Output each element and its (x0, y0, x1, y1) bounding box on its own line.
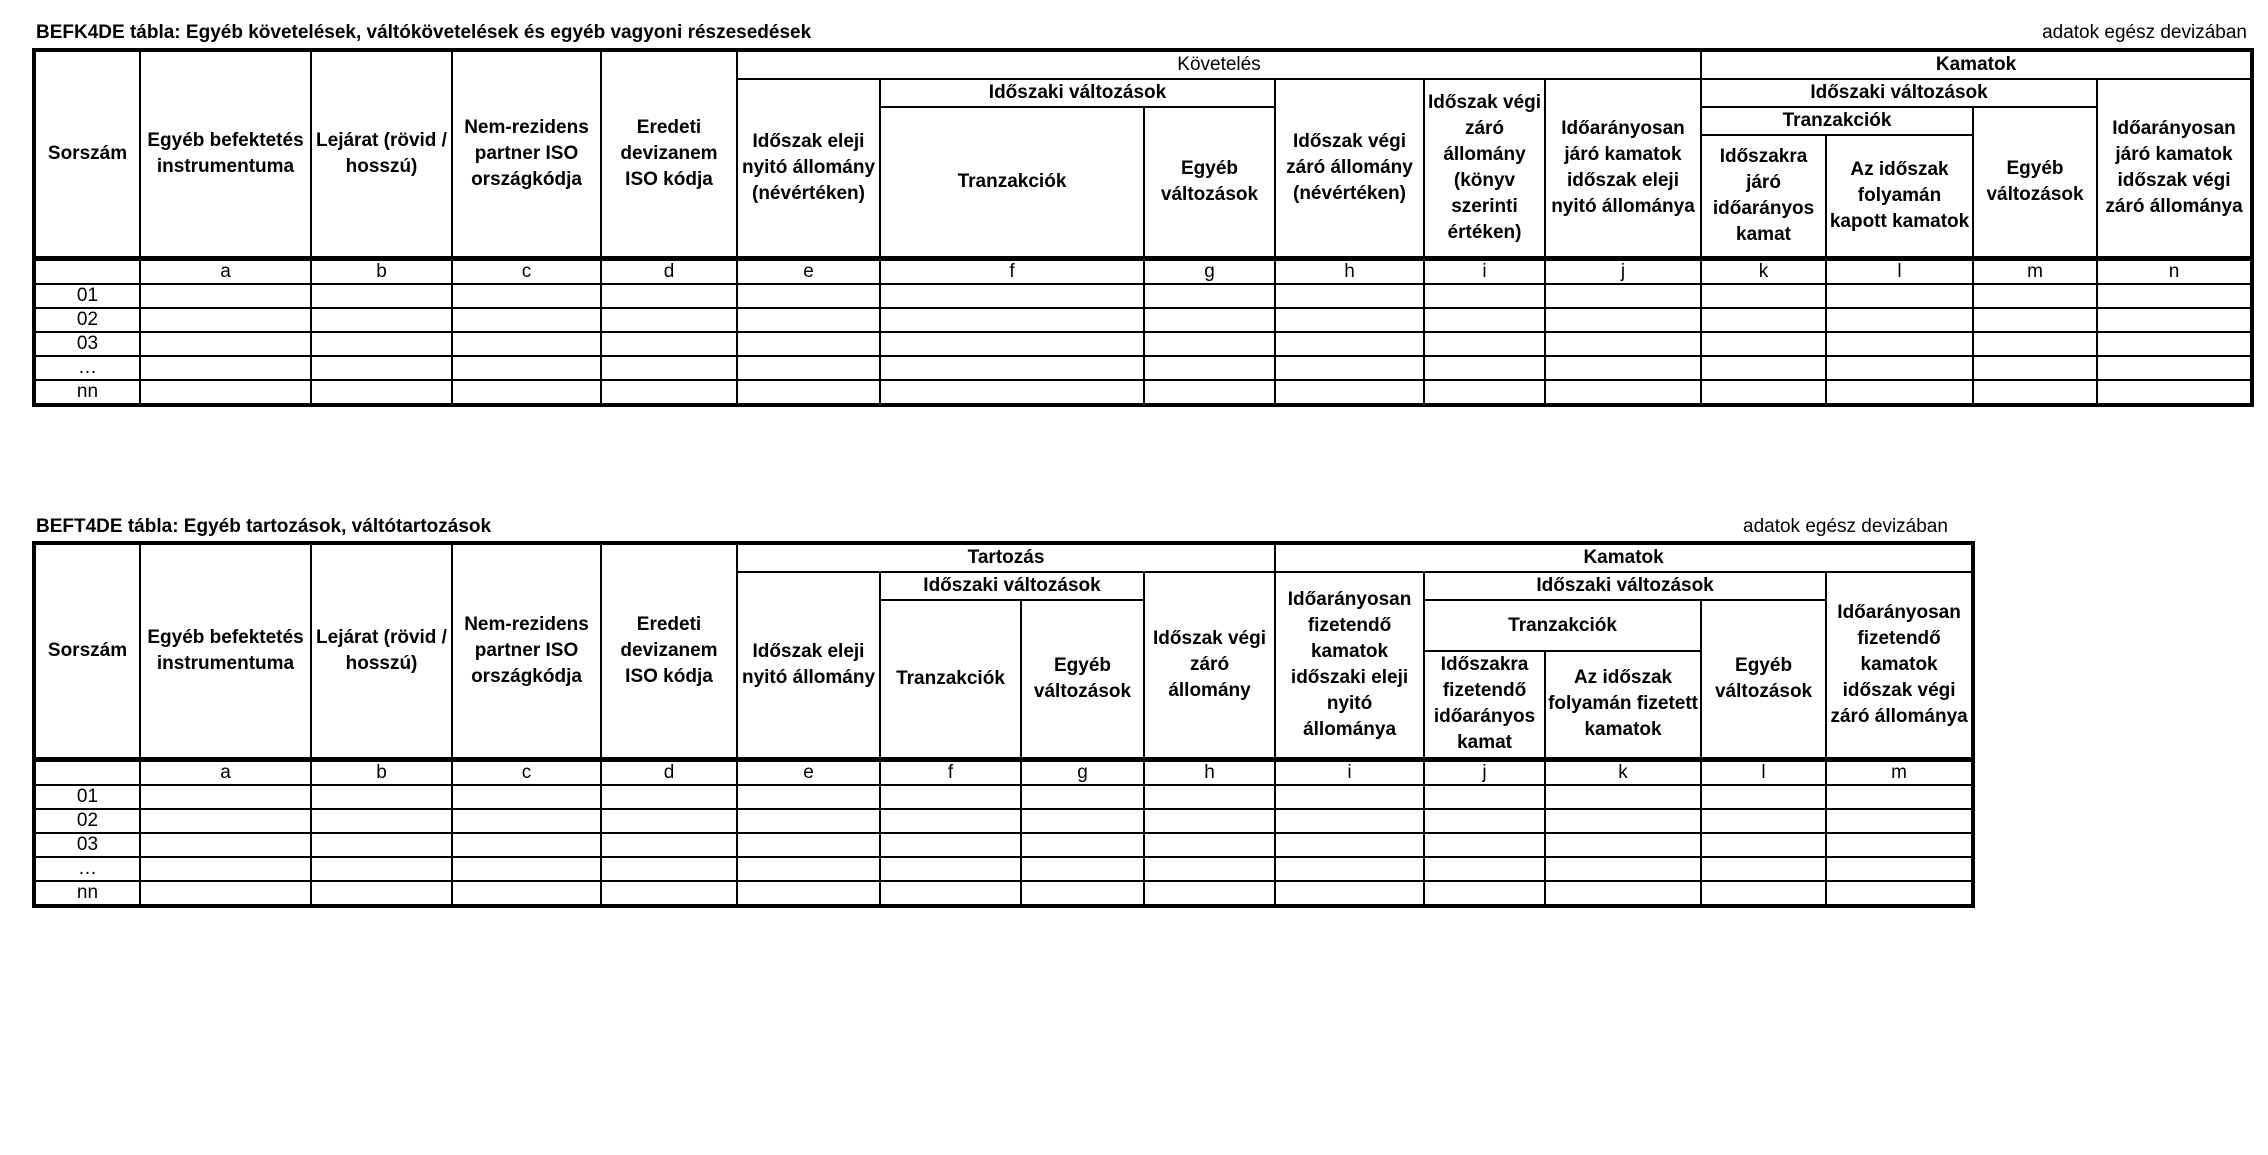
input-cell[interactable] (880, 785, 1021, 809)
input-cell[interactable] (1826, 785, 1973, 809)
input-cell[interactable] (601, 380, 737, 405)
input-cell[interactable] (452, 356, 601, 380)
input-cell[interactable] (2097, 284, 2252, 308)
input-cell[interactable] (140, 380, 311, 405)
input-cell[interactable] (452, 308, 601, 332)
t1-header-interest-other: Egyéb változások (1973, 107, 2097, 258)
table-row (34, 809, 1973, 833)
input-cell[interactable] (737, 809, 880, 833)
input-cell[interactable] (1144, 284, 1275, 308)
input-cell[interactable] (140, 857, 311, 881)
t2-row-label: … (34, 857, 140, 881)
input-cell[interactable] (1275, 785, 1424, 809)
input-cell[interactable] (140, 785, 311, 809)
t2-code: h (1144, 759, 1275, 785)
t2-header-transactions: Tranzakciók (880, 600, 1021, 759)
input-cell[interactable] (1973, 356, 2097, 380)
t1-code: e (737, 258, 880, 284)
input-cell[interactable] (737, 857, 880, 881)
t2-group-main: Tartozás (737, 543, 1275, 572)
input-cell[interactable] (1275, 833, 1424, 857)
input-cell[interactable] (1021, 785, 1144, 809)
t2-row-label: 03 (34, 833, 140, 857)
input-cell[interactable] (2097, 332, 2252, 356)
input-cell[interactable] (140, 332, 311, 356)
input-cell[interactable] (1701, 332, 1826, 356)
input-cell[interactable] (880, 881, 1021, 906)
input-cell[interactable] (1275, 356, 1424, 380)
input-cell[interactable] (1973, 380, 2097, 405)
t1-code: i (1424, 258, 1545, 284)
t1-header-changes: Időszaki változások (880, 79, 1275, 107)
t2-code: a (140, 759, 311, 785)
input-cell[interactable] (737, 380, 880, 405)
input-cell[interactable] (601, 809, 737, 833)
input-cell[interactable] (1701, 809, 1826, 833)
input-cell[interactable] (1826, 284, 1973, 308)
t2-row-label: 01 (34, 785, 140, 809)
input-cell[interactable] (1826, 356, 1973, 380)
input-cell[interactable] (737, 332, 880, 356)
input-cell[interactable] (452, 785, 601, 809)
input-cell[interactable] (140, 308, 311, 332)
t1-row-label: 02 (34, 308, 140, 332)
t1-header-closing-nominal: Időszak végi záró állomány (névértéken) (1275, 79, 1424, 258)
input-cell[interactable] (1701, 284, 1826, 308)
input-cell[interactable] (737, 284, 880, 308)
t1-code: k (1701, 258, 1826, 284)
input-cell[interactable] (311, 881, 452, 906)
input-cell[interactable] (1826, 308, 1973, 332)
t1-code: h (1275, 258, 1424, 284)
input-cell[interactable] (1021, 881, 1144, 906)
table-row (34, 308, 2252, 332)
input-cell[interactable] (311, 809, 452, 833)
input-cell[interactable] (1275, 380, 1424, 405)
t2-code: m (1826, 759, 1973, 785)
input-cell[interactable] (1545, 380, 1701, 405)
table-row (34, 356, 2252, 380)
t2-code: k (1545, 759, 1701, 785)
t1-code: m (1973, 258, 2097, 284)
input-cell[interactable] (1545, 332, 1701, 356)
table2-unit-note: adatok egész devizában (1743, 516, 1948, 537)
input-cell[interactable] (601, 785, 737, 809)
input-cell[interactable] (1545, 881, 1701, 906)
input-cell[interactable] (601, 833, 737, 857)
input-cell[interactable] (1545, 857, 1701, 881)
input-cell[interactable] (1424, 857, 1545, 881)
t1-code: b (311, 258, 452, 284)
table-row (34, 332, 2252, 356)
input-cell[interactable] (1021, 809, 1144, 833)
t2-header-interest-accrued: Időszakra fizetendő időarányos kamat (1424, 651, 1545, 759)
table-row (34, 785, 1973, 809)
table1-grid (32, 48, 2254, 407)
t1-header-instrument: Egyéb befektetés instrumentuma (140, 50, 311, 258)
t2-header-lejarat: Lejárat (rövid / hosszú) (311, 543, 452, 759)
t1-row-label: 01 (34, 284, 140, 308)
t1-header-interest-accrued: Időszakra járó időarányos kamat (1701, 135, 1826, 258)
input-cell[interactable] (601, 881, 737, 906)
t1-header-partner: Nem-rezidens partner ISO országkódja (452, 50, 601, 258)
input-cell[interactable] (311, 857, 452, 881)
input-cell[interactable] (880, 809, 1021, 833)
input-cell[interactable] (1701, 308, 1826, 332)
t2-header-interest-paid: Az időszak folyamán fizetett kamatok (1545, 651, 1701, 759)
input-cell[interactable] (880, 857, 1021, 881)
t1-header-interest-closing: Időarányosan járó kamatok időszak végi záró állománya (2097, 79, 2252, 258)
input-cell[interactable] (1826, 809, 1973, 833)
input-cell[interactable] (601, 356, 737, 380)
t2-header-instrument: Egyéb befektetés instrumentuma (140, 543, 311, 759)
t1-code: g (1144, 258, 1275, 284)
input-cell[interactable] (452, 284, 601, 308)
input-cell[interactable] (311, 356, 452, 380)
input-cell[interactable] (1826, 857, 1973, 881)
input-cell[interactable] (140, 284, 311, 308)
input-cell[interactable] (140, 809, 311, 833)
input-cell[interactable] (737, 308, 880, 332)
input-cell[interactable] (1973, 332, 2097, 356)
t2-code: d (601, 759, 737, 785)
input-cell[interactable] (452, 833, 601, 857)
input-cell[interactable] (601, 284, 737, 308)
t2-header-sorszam: Sorszám (34, 543, 140, 759)
input-cell[interactable] (1424, 356, 1545, 380)
t1-header-sorszam: Sorszám (34, 50, 140, 258)
input-cell[interactable] (880, 833, 1021, 857)
input-cell[interactable] (1701, 380, 1826, 405)
input-cell[interactable] (1424, 785, 1545, 809)
input-cell[interactable] (2097, 308, 2252, 332)
input-cell[interactable] (1424, 284, 1545, 308)
input-cell[interactable] (311, 284, 452, 308)
t2-row-label: nn (34, 881, 140, 906)
input-cell[interactable] (1424, 809, 1545, 833)
t1-row-label: 03 (34, 332, 140, 356)
t2-header-other-changes: Egyéb változások (1021, 600, 1144, 759)
input-cell[interactable] (880, 356, 1144, 380)
t1-header-transactions: Tranzakciók (880, 107, 1144, 258)
t2-group-interest: Kamatok (1275, 543, 1973, 572)
t1-header-deviza: Eredeti devizanem ISO kódja (601, 50, 737, 258)
input-cell[interactable] (880, 332, 1144, 356)
t1-code: d (601, 258, 737, 284)
input-cell[interactable] (1701, 857, 1826, 881)
input-cell[interactable] (1973, 284, 2097, 308)
input-cell[interactable] (1144, 857, 1275, 881)
input-cell[interactable] (737, 833, 880, 857)
t1-header-interest-received: Az időszak folyamán kapott kamatok (1826, 135, 1973, 258)
input-cell[interactable] (452, 857, 601, 881)
t2-header-interest-opening: Időarányosan fizetendő kamatok időszaki eleji nyitó állománya (1275, 572, 1424, 759)
input-cell[interactable] (1826, 332, 1973, 356)
input-cell[interactable] (1021, 833, 1144, 857)
input-cell[interactable] (452, 881, 601, 906)
t2-code: e (737, 759, 880, 785)
t2-header-interest-closing: Időarányosan fizetendő kamatok időszak végi záró állománya (1826, 572, 1973, 759)
input-cell[interactable] (1144, 785, 1275, 809)
table-row (34, 881, 1973, 906)
input-cell[interactable] (737, 881, 880, 906)
t1-header-interest-transactions: Tranzakciók (1701, 107, 1973, 135)
input-cell[interactable] (1144, 332, 1275, 356)
input-cell[interactable] (311, 833, 452, 857)
t1-header-interest-opening: Időarányosan járó kamatok időszak eleji nyitó állománya (1545, 79, 1701, 258)
input-cell[interactable] (1144, 308, 1275, 332)
t2-code: i (1275, 759, 1424, 785)
table-row (34, 857, 1973, 881)
input-cell[interactable] (1424, 881, 1545, 906)
input-cell[interactable] (1545, 356, 1701, 380)
input-cell[interactable] (1021, 857, 1144, 881)
t1-header-closing-book: Időszak végi záró állomány (könyv szerinti értéken) (1424, 79, 1545, 258)
t1-header-interest-changes: Időszaki változások (1701, 79, 2097, 107)
input-cell[interactable] (2097, 380, 2252, 405)
input-cell[interactable] (452, 809, 601, 833)
t2-row-label: 02 (34, 809, 140, 833)
t2-header-opening: Időszak eleji nyitó állomány (737, 572, 880, 759)
t2-header-interest-changes: Időszaki változások (1424, 572, 1826, 600)
input-cell[interactable] (1424, 332, 1545, 356)
input-cell[interactable] (601, 332, 737, 356)
t2-code: l (1701, 759, 1826, 785)
t1-code: j (1545, 258, 1701, 284)
input-cell[interactable] (1545, 833, 1701, 857)
t1-row-label: nn (34, 380, 140, 405)
t2-code: g (1021, 759, 1144, 785)
input-cell[interactable] (1545, 284, 1701, 308)
input-cell[interactable] (601, 308, 737, 332)
input-cell[interactable] (737, 356, 880, 380)
t1-code: c (452, 258, 601, 284)
input-cell[interactable] (1545, 785, 1701, 809)
t2-code: j (1424, 759, 1545, 785)
input-cell[interactable] (880, 380, 1144, 405)
input-cell[interactable] (311, 332, 452, 356)
input-cell[interactable] (1826, 881, 1973, 906)
input-cell[interactable] (1424, 833, 1545, 857)
table-row (34, 833, 1973, 857)
input-cell[interactable] (311, 308, 452, 332)
input-cell[interactable] (452, 380, 601, 405)
t2-header-changes: Időszaki változások (880, 572, 1144, 600)
input-cell[interactable] (140, 356, 311, 380)
input-cell[interactable] (1275, 308, 1424, 332)
input-cell[interactable] (1701, 356, 1826, 380)
input-cell[interactable] (311, 380, 452, 405)
t2-code: b (311, 759, 452, 785)
input-cell[interactable] (1275, 284, 1424, 308)
table-row (34, 380, 2252, 405)
input-cell[interactable] (880, 308, 1144, 332)
table-row (34, 284, 2252, 308)
input-cell[interactable] (880, 284, 1144, 308)
input-cell[interactable] (1144, 356, 1275, 380)
input-cell[interactable] (311, 785, 452, 809)
t2-header-deviza: Eredeti devizanem ISO kódja (601, 543, 737, 759)
input-cell[interactable] (1424, 308, 1545, 332)
input-cell[interactable] (1973, 308, 2097, 332)
t1-row-label: … (34, 356, 140, 380)
input-cell[interactable] (1701, 881, 1826, 906)
input-cell[interactable] (1545, 809, 1701, 833)
input-cell[interactable] (1545, 308, 1701, 332)
input-cell[interactable] (1826, 833, 1973, 857)
input-cell[interactable] (1144, 380, 1275, 405)
table2-grid (32, 541, 1975, 908)
t2-code: f (880, 759, 1021, 785)
t1-code: l (1826, 258, 1973, 284)
t1-header-other-changes: Egyéb változások (1144, 107, 1275, 258)
t1-code: n (2097, 258, 2252, 284)
input-cell[interactable] (1144, 833, 1275, 857)
input-cell[interactable] (1826, 380, 1973, 405)
input-cell[interactable] (140, 881, 311, 906)
t1-code: a (140, 258, 311, 284)
input-cell[interactable] (1144, 881, 1275, 906)
input-cell[interactable] (2097, 356, 2252, 380)
t2-header-partner: Nem-rezidens partner ISO országkódja (452, 543, 601, 759)
t1-group-interest: Kamatok (1701, 50, 2252, 79)
input-cell[interactable] (737, 785, 880, 809)
t1-header-lejarat: Lejárat (rövid / hosszú) (311, 50, 452, 258)
input-cell[interactable] (1701, 833, 1826, 857)
input-cell[interactable] (1275, 332, 1424, 356)
input-cell[interactable] (140, 833, 311, 857)
t1-header-opening: Időszak eleji nyitó állomány (névértéken) (737, 79, 880, 258)
t2-header-interest-other: Egyéb változások (1701, 600, 1826, 759)
t2-header-interest-transactions: Tranzakciók (1424, 600, 1701, 651)
t2-code: c (452, 759, 601, 785)
table1-unit-note: adatok egész devizában (2042, 22, 2247, 43)
input-cell[interactable] (1275, 881, 1424, 906)
table2-title: BEFT4DE tábla: Egyéb tartozások, váltótartozások (36, 516, 492, 537)
table1-title: BEFK4DE tábla: Egyéb követelések, váltókövetelések és egyéb vagyoni részesedések (36, 22, 812, 43)
t1-group-main: Követelés (737, 50, 1701, 79)
input-cell[interactable] (1275, 857, 1424, 881)
input-cell[interactable] (1275, 809, 1424, 833)
input-cell[interactable] (1424, 380, 1545, 405)
input-cell[interactable] (601, 857, 737, 881)
input-cell[interactable] (1701, 785, 1826, 809)
t2-header-closing: Időszak végi záró állomány (1144, 572, 1275, 759)
input-cell[interactable] (452, 332, 601, 356)
t1-code: f (880, 258, 1144, 284)
input-cell[interactable] (1144, 809, 1275, 833)
